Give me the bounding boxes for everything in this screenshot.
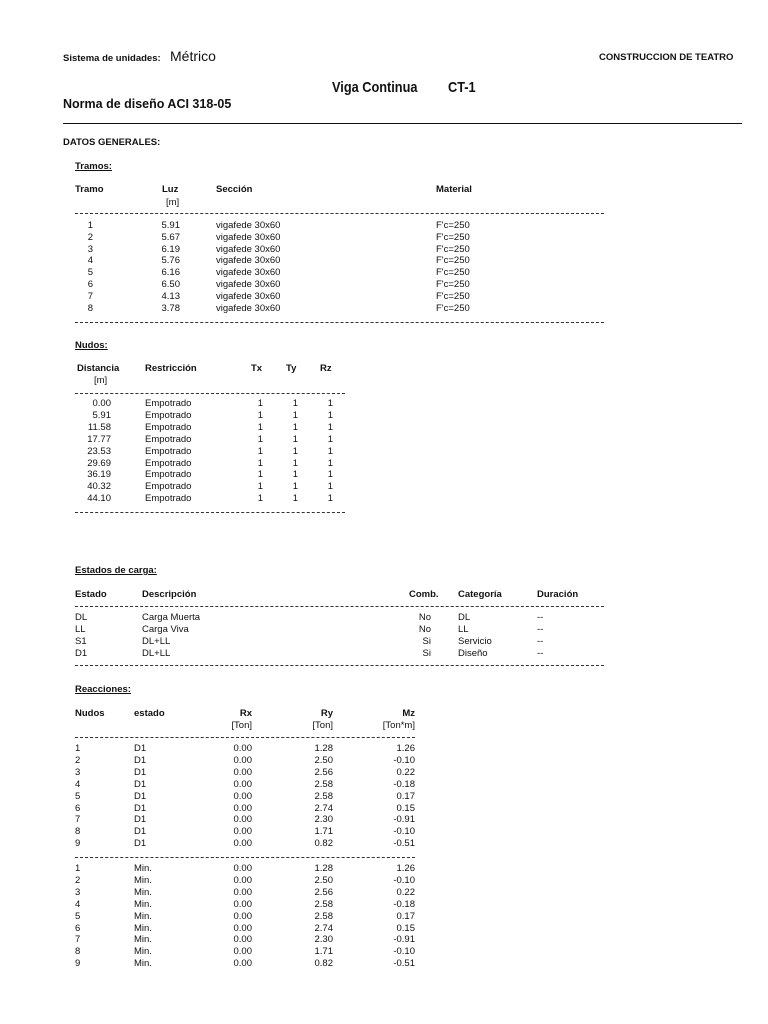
units-value: Métrico [170, 48, 216, 64]
tramo-length: 6.19 [161, 243, 180, 255]
tramo-length: 6.50 [161, 279, 180, 290]
nudos-top-divider [75, 393, 345, 394]
tramo-material: F'c=250 [436, 267, 470, 279]
reaction-node: 4 [75, 778, 81, 790]
reaction-rx: 0.00 [233, 802, 252, 814]
nudo-rz: 1 [327, 481, 333, 493]
nudo-tx: 1 [257, 481, 263, 493]
nudo-ty: 1 [292, 421, 298, 433]
nudo-restraint: Empotrado [145, 433, 192, 445]
nudos-header-dist-unit: [m] [94, 375, 108, 386]
reaction-rx: 0.00 [233, 778, 252, 790]
reaction-node: 8 [75, 826, 81, 838]
tramo-number: 1 [87, 220, 93, 231]
reaction-state: D1 [134, 814, 147, 826]
estado-id: D1 [75, 648, 88, 659]
table-row [0, 755, 768, 767]
tramos-header-luz: Luz [162, 184, 179, 195]
table-row [0, 398, 768, 410]
nudos-title: Nudos: [75, 340, 108, 351]
estado-category: DL [458, 612, 471, 623]
reaction-mz: -0.18 [393, 778, 415, 790]
estado-description: DL+LL [142, 648, 171, 659]
reaction-ry: 2.56 [314, 766, 333, 778]
reaction-rx: 0.00 [233, 790, 252, 802]
nudo-ty: 1 [292, 398, 298, 409]
nudo-distance: 5.91 [92, 409, 111, 421]
reaction-mz: 0.17 [396, 790, 415, 802]
reacciones-header-ry: Ry [320, 708, 333, 719]
table-row [0, 767, 768, 779]
reaction-mz: -0.10 [393, 874, 415, 886]
table-row [0, 899, 768, 911]
reacciones-header-ry-unit: [Ton] [312, 720, 333, 731]
nudo-distance: 29.69 [87, 457, 111, 469]
reaction-mz: 0.22 [396, 886, 415, 898]
reaction-rx: 0.00 [233, 874, 252, 886]
tramo-section: vigafede 30x60 [216, 279, 281, 290]
reaction-node: 5 [75, 910, 81, 922]
reaction-ry: 1.28 [314, 743, 333, 754]
estado-comb: Si [422, 636, 431, 647]
tramo-section: vigafede 30x60 [216, 267, 281, 279]
reaction-rx: 0.00 [233, 958, 252, 970]
estado-description: Carga Viva [142, 624, 189, 635]
tramos-title: Tramos: [75, 161, 112, 172]
table-row [0, 220, 768, 232]
table-row [0, 291, 768, 303]
nudo-tx: 1 [257, 398, 263, 409]
estados-header-estado: Estado [75, 589, 107, 600]
tramo-number: 6 [87, 279, 93, 290]
table-row [0, 493, 768, 505]
reaction-ry: 2.74 [314, 922, 333, 934]
reaction-ry: 0.82 [314, 958, 333, 970]
reaction-ry: 2.58 [314, 898, 333, 910]
nudo-rz: 1 [327, 445, 333, 457]
nudo-ty: 1 [292, 433, 298, 445]
table-row [0, 911, 768, 923]
tramo-material: F'c=250 [436, 302, 470, 314]
nudo-distance: 17.77 [87, 433, 111, 445]
table-row [0, 624, 768, 636]
reaction-rx: 0.00 [233, 898, 252, 910]
project-name: CONSTRUCCION DE TEATRO [599, 52, 734, 63]
reaction-mz: -0.10 [393, 826, 415, 838]
tramo-material: F'c=250 [436, 231, 470, 243]
reacciones-header-mz: Mz [402, 708, 415, 719]
reaction-state: D1 [134, 802, 147, 814]
reaction-mz: -0.10 [393, 754, 415, 766]
reaction-state: D1 [134, 754, 147, 766]
tramo-number: 2 [87, 231, 93, 243]
nudo-ty: 1 [292, 469, 298, 481]
table-row [0, 279, 768, 291]
tramos-top-divider [75, 213, 604, 214]
reaction-rx: 0.00 [233, 863, 252, 874]
nudo-rz: 1 [327, 398, 333, 409]
reaction-state: D1 [134, 766, 147, 778]
nudo-tx: 1 [257, 457, 263, 469]
reaction-state: Min. [134, 946, 152, 958]
reaction-rx: 0.00 [233, 766, 252, 778]
units-label: Sistema de unidades: [63, 53, 161, 64]
table-row [0, 814, 768, 826]
estado-duration: -- [537, 636, 544, 647]
nudo-rz: 1 [327, 409, 333, 421]
tramo-section: vigafede 30x60 [216, 220, 281, 231]
estado-id: S1 [75, 636, 87, 647]
reacciones-top-divider [75, 737, 415, 738]
estado-duration: -- [537, 624, 544, 635]
reaction-node: 6 [75, 802, 81, 814]
reaction-state: D1 [134, 826, 147, 838]
nudo-tx: 1 [257, 445, 263, 457]
reaction-state: Min. [134, 898, 152, 910]
table-row [0, 958, 768, 970]
table-row [0, 863, 768, 875]
nudo-tx: 1 [257, 409, 263, 421]
estado-comb: No [418, 624, 431, 635]
reaction-node: 7 [75, 934, 81, 946]
estado-description: DL+LL [142, 636, 171, 647]
reaction-mz: -0.18 [393, 898, 415, 910]
reaction-node: 3 [75, 886, 81, 898]
estado-description: Carga Muerta [142, 612, 201, 623]
nudos-header-restriccion: Restricción [145, 363, 197, 374]
reaction-rx: 0.00 [233, 886, 252, 898]
nudo-rz: 1 [327, 433, 333, 445]
table-row [0, 791, 768, 803]
nudo-rz: 1 [327, 421, 333, 433]
tramos-header-seccion: Sección [216, 184, 253, 195]
reaction-rx: 0.00 [233, 934, 252, 946]
reacciones-header-rx-unit: [Ton] [231, 720, 252, 731]
reaction-ry: 0.82 [314, 838, 333, 850]
reaction-ry: 2.58 [314, 790, 333, 802]
tramo-number: 3 [87, 243, 93, 255]
tramo-length: 5.91 [161, 220, 180, 231]
reaction-state: Min. [134, 874, 152, 886]
reacciones-header-nudos: Nudos [75, 708, 105, 719]
tramo-material: F'c=250 [436, 279, 470, 290]
table-row [0, 946, 768, 958]
table-row [0, 458, 768, 470]
estado-duration: -- [537, 648, 544, 659]
tramo-material: F'c=250 [436, 243, 470, 255]
tramo-length: 5.67 [161, 231, 180, 243]
table-row [0, 232, 768, 244]
reacciones-header-mz-unit: [Ton*m] [382, 720, 415, 731]
table-row [0, 636, 768, 648]
table-row [0, 410, 768, 422]
reaction-mz: 1.26 [396, 863, 415, 874]
table-row [0, 434, 768, 446]
nudos-bottom-divider [75, 512, 345, 513]
estado-id: LL [75, 624, 86, 635]
table-row [0, 743, 768, 755]
estados-header-duracion: Duración [537, 589, 579, 600]
nudo-rz: 1 [327, 469, 333, 481]
nudo-tx: 1 [257, 493, 263, 505]
table-row [0, 422, 768, 434]
reaction-mz: 0.15 [396, 922, 415, 934]
reaction-state: Min. [134, 886, 152, 898]
header-rule [63, 123, 742, 124]
estados-header-descripcion: Descripción [142, 589, 197, 600]
reaction-state: D1 [134, 790, 147, 802]
reaction-mz: -0.10 [393, 946, 415, 958]
reaction-state: Min. [134, 934, 152, 946]
nudo-tx: 1 [257, 421, 263, 433]
reaction-state: D1 [134, 743, 147, 754]
reaction-ry: 2.58 [314, 778, 333, 790]
table-row [0, 934, 768, 946]
tramo-length: 4.13 [161, 290, 180, 302]
reaction-mz: 0.22 [396, 766, 415, 778]
table-row [0, 612, 768, 624]
reaction-mz: -0.51 [393, 838, 415, 850]
reaction-state: D1 [134, 778, 147, 790]
nudo-distance: 40.32 [87, 481, 111, 493]
table-row [0, 803, 768, 815]
nudo-restraint: Empotrado [145, 493, 192, 505]
reaction-ry: 2.58 [314, 910, 333, 922]
tramo-length: 6.16 [161, 267, 180, 279]
nudo-restraint: Empotrado [145, 398, 192, 409]
nudo-ty: 1 [292, 481, 298, 493]
beam-code: CT-1 [448, 79, 476, 96]
reaction-node: 6 [75, 922, 81, 934]
table-row [0, 648, 768, 660]
reaction-mz: 0.17 [396, 910, 415, 922]
reaction-node: 4 [75, 898, 81, 910]
tramo-number: 8 [87, 302, 93, 314]
reaction-state: Min. [134, 863, 152, 874]
table-row [0, 779, 768, 791]
nudo-rz: 1 [327, 493, 333, 505]
table-row [0, 303, 768, 315]
reaction-mz: 0.15 [396, 802, 415, 814]
tramo-section: vigafede 30x60 [216, 255, 281, 267]
reacciones-header-rx: Rx [239, 708, 252, 719]
reaction-node: 1 [75, 743, 81, 754]
reaction-ry: 2.74 [314, 802, 333, 814]
tramo-material: F'c=250 [436, 255, 470, 267]
nudos-header-distancia: Distancia [77, 363, 120, 374]
tramo-length: 3.78 [161, 302, 180, 314]
reaction-node: 5 [75, 790, 81, 802]
reaction-rx: 0.00 [233, 922, 252, 934]
tramos-header-material: Material [436, 184, 472, 195]
reaction-node: 3 [75, 766, 81, 778]
reaction-mz: -0.91 [393, 814, 415, 826]
table-row [0, 887, 768, 899]
estados-header-categoria: Categoría [458, 589, 502, 600]
estados-bottom-divider [75, 665, 604, 666]
reaction-rx: 0.00 [233, 743, 252, 754]
tramos-bottom-divider [75, 322, 604, 323]
reaction-node: 2 [75, 754, 81, 766]
reacciones-title: Reacciones: [75, 684, 131, 695]
nudo-restraint: Empotrado [145, 445, 192, 457]
reaction-node: 8 [75, 946, 81, 958]
nudo-ty: 1 [292, 409, 298, 421]
table-row [0, 244, 768, 256]
tramo-length: 5.76 [161, 255, 180, 267]
reaction-ry: 2.30 [314, 814, 333, 826]
reaction-node: 9 [75, 838, 81, 850]
tramo-section: vigafede 30x60 [216, 290, 281, 302]
table-row [0, 446, 768, 458]
tramo-section: vigafede 30x60 [216, 302, 281, 314]
nudos-header-tx: Tx [251, 363, 263, 374]
reaction-mz: -0.91 [393, 934, 415, 946]
tramo-section: vigafede 30x60 [216, 231, 281, 243]
nudo-restraint: Empotrado [145, 409, 192, 421]
estado-category: LL [458, 624, 469, 635]
estados-header-comb: Comb. [409, 589, 439, 600]
tramo-number: 4 [87, 255, 93, 267]
nudo-ty: 1 [292, 445, 298, 457]
tramo-section: vigafede 30x60 [216, 243, 281, 255]
tramos-header-luz-unit: [m] [166, 197, 180, 208]
reaction-rx: 0.00 [233, 838, 252, 850]
nudo-tx: 1 [257, 469, 263, 481]
reaction-state: Min. [134, 922, 152, 934]
estados-top-divider [75, 606, 604, 607]
tramo-material: F'c=250 [436, 220, 470, 231]
nudo-restraint: Empotrado [145, 421, 192, 433]
nudo-ty: 1 [292, 493, 298, 505]
estado-id: DL [75, 612, 88, 623]
table-row [0, 255, 768, 267]
reaction-ry: 2.50 [314, 874, 333, 886]
reaction-ry: 1.71 [314, 826, 333, 838]
estado-comb: Si [422, 648, 431, 659]
tramo-number: 5 [87, 267, 93, 279]
reaction-mz: -0.51 [393, 958, 415, 970]
reaction-node: 2 [75, 874, 81, 886]
tramos-header-tramo: Tramo [75, 184, 104, 195]
estados-title: Estados de carga: [75, 565, 157, 576]
reaction-state: Min. [134, 910, 152, 922]
nudo-tx: 1 [257, 433, 263, 445]
nudo-restraint: Empotrado [145, 469, 192, 481]
table-row [0, 875, 768, 887]
reacciones-group-divider [75, 857, 415, 858]
table-row [0, 838, 768, 850]
reaction-node: 7 [75, 814, 81, 826]
nudo-distance: 44.10 [87, 493, 111, 505]
nudo-ty: 1 [292, 457, 298, 469]
estado-duration: -- [537, 612, 544, 623]
reaction-rx: 0.00 [233, 754, 252, 766]
table-row [0, 923, 768, 935]
table-row [0, 826, 768, 838]
reaction-node: 1 [75, 863, 81, 874]
nudo-restraint: Empotrado [145, 481, 192, 493]
table-row [0, 481, 768, 493]
general-data-title: DATOS GENERALES: [63, 137, 161, 148]
tramo-material: F'c=250 [436, 290, 470, 302]
estado-comb: No [418, 612, 431, 623]
reaction-state: D1 [134, 838, 147, 850]
nudo-distance: 23.53 [87, 445, 111, 457]
design-norm: Norma de diseño ACI 318-05 [63, 97, 232, 111]
reaction-rx: 0.00 [233, 946, 252, 958]
table-row [0, 469, 768, 481]
reaction-state: Min. [134, 958, 152, 970]
estado-category: Diseño [458, 648, 488, 659]
reaction-rx: 0.00 [233, 814, 252, 826]
estado-category: Servicio [458, 636, 492, 647]
nudo-rz: 1 [327, 457, 333, 469]
nudo-distance: 0.00 [92, 398, 111, 409]
reaction-rx: 0.00 [233, 826, 252, 838]
reaction-mz: 1.26 [396, 743, 415, 754]
nudo-restraint: Empotrado [145, 457, 192, 469]
tramo-number: 7 [87, 290, 93, 302]
nudos-header-ty: Ty [286, 363, 297, 374]
reaction-ry: 2.50 [314, 754, 333, 766]
reaction-rx: 0.00 [233, 910, 252, 922]
nudo-distance: 11.58 [87, 421, 111, 433]
reacciones-header-estado: estado [134, 708, 165, 719]
table-row [0, 267, 768, 279]
reaction-node: 9 [75, 958, 81, 970]
reaction-ry: 1.71 [314, 946, 333, 958]
reaction-ry: 2.56 [314, 886, 333, 898]
nudos-header-rz: Rz [320, 363, 332, 374]
reaction-ry: 2.30 [314, 934, 333, 946]
page-title: Viga Continua [332, 79, 418, 96]
reaction-ry: 1.28 [314, 863, 333, 874]
nudo-distance: 36.19 [87, 469, 111, 481]
